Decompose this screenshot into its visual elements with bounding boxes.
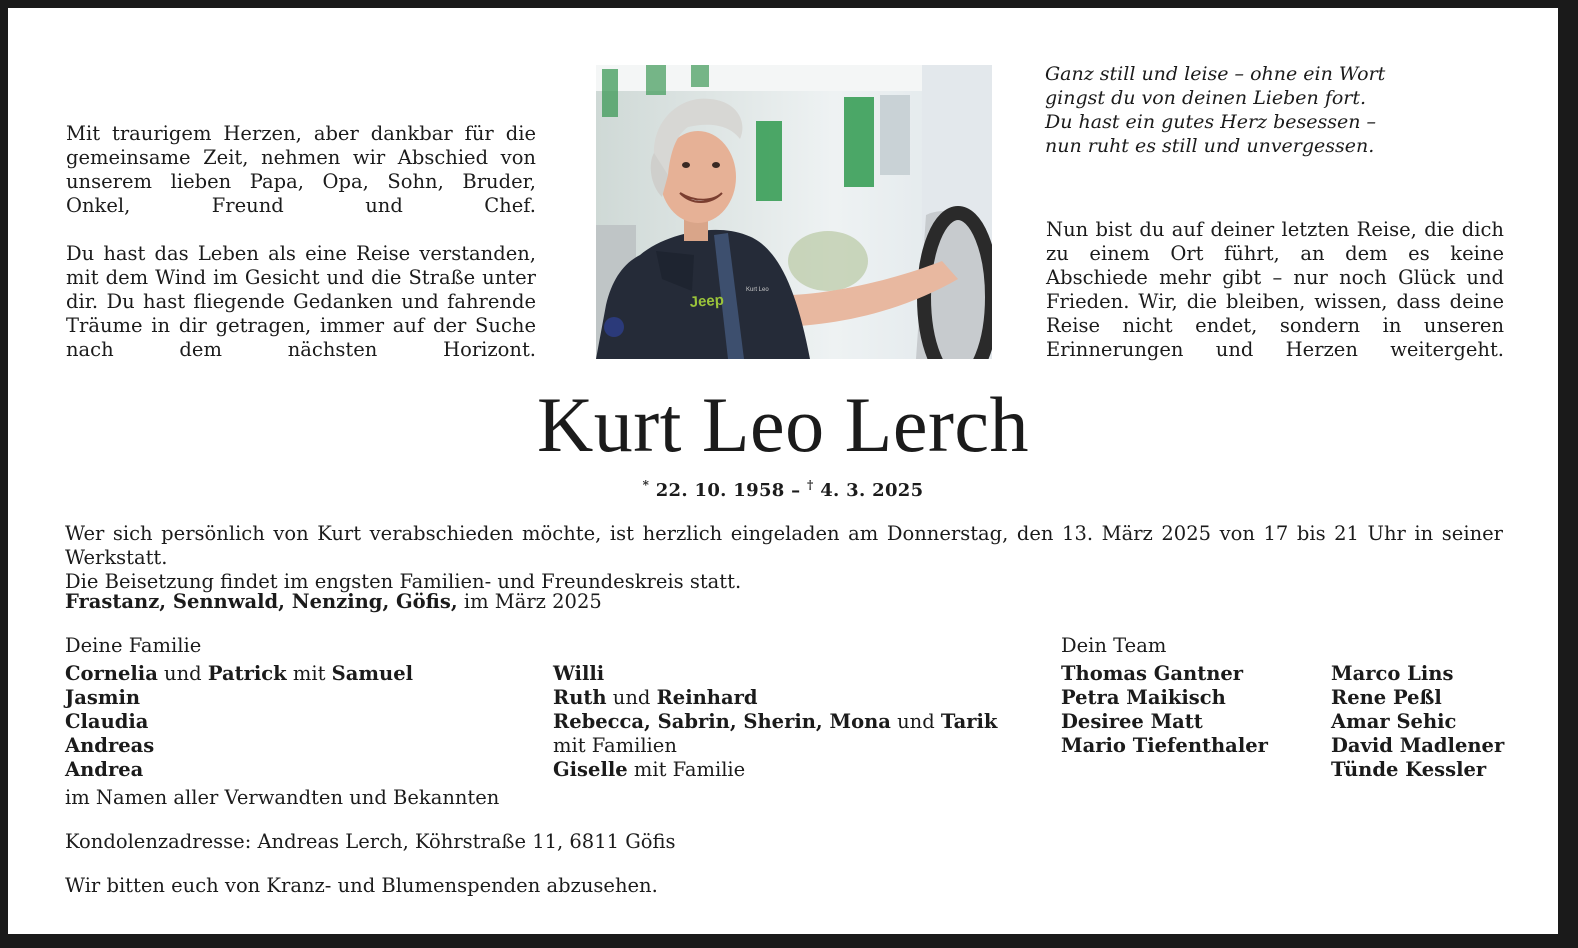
team-member: Rene Peßl (1331, 686, 1442, 709)
team-heading: Dein Team (1061, 634, 1167, 657)
family-row (65, 686, 413, 710)
family-row (553, 710, 997, 734)
journey-text (1046, 218, 1504, 362)
places-date: im März 2025 (457, 590, 602, 613)
family-row (65, 662, 413, 686)
poem-line-1: Ganz still und leise – ohne ein Wort (1045, 63, 1386, 85)
team-member: David Madlener (1331, 734, 1505, 757)
poem (1045, 62, 1485, 158)
family-name: Andreas (65, 734, 155, 757)
deceased-name: Kurt Leo Lerch (536, 381, 1030, 468)
family-name: Andrea (65, 758, 144, 781)
family-name: Giselle (553, 758, 628, 781)
family-row (553, 662, 997, 686)
connector: mit Familien (553, 734, 677, 757)
places-line (65, 590, 602, 614)
team-member: Thomas Gantner (1061, 662, 1244, 685)
visitation-line-2: Die Beisetzung findet im engsten Familien- und Freundeskreis statt. (65, 570, 742, 593)
death-mark: † (807, 478, 814, 492)
poem-line-2: gingst du von deinen Lieben fort. (1045, 87, 1367, 109)
places-towns: Frastanz, Sennwald, Nenzing, Göfis, (65, 590, 458, 613)
family-row (553, 758, 997, 782)
team-member: Mario Tiefenthaler (1061, 734, 1268, 757)
team-member: Desiree Matt (1061, 710, 1203, 733)
family-name: Willi (553, 662, 605, 685)
family-list-1 (65, 662, 413, 782)
family-name: Reinhard (656, 686, 758, 709)
visitation-line-1: Wer sich persönlich von Kurt verabschieden möchte, ist herzlich eingeladen am Donnerstag, den 13. März 2025 von 17 bis 21 Uhr in seiner Werkstatt. (65, 522, 1503, 569)
family-closing: im Namen aller Verwandten und Bekannten (65, 786, 500, 809)
family-name: Rebecca, Sabrin, Sherin, Mona (553, 710, 891, 733)
family-name: Claudia (65, 710, 149, 733)
birth-date: 22. 10. 1958 – (655, 480, 801, 501)
visitation-info (65, 522, 1503, 594)
poem-line-3: Du hast ein gutes Herz besessen – (1045, 111, 1377, 133)
family-row (65, 710, 413, 734)
connector: und (890, 710, 941, 733)
intro-text (66, 122, 536, 362)
connector: mit Familie (627, 758, 746, 781)
portrait-photo (596, 65, 992, 359)
obituary-notice (8, 8, 1558, 934)
death-date: 4. 3. 2025 (820, 480, 924, 501)
connector: und (606, 686, 657, 709)
team-list-2 (1331, 662, 1504, 782)
shirt-name-text: Kurt Leo (746, 287, 769, 293)
team-list-1 (1061, 662, 1268, 758)
family-row (553, 686, 997, 710)
family-name: Tarik (940, 710, 998, 733)
team-member: Petra Maikisch (1061, 686, 1226, 709)
condolence-address: Kondolenzadresse: Andreas Lerch, Köhrstraße 11, 6811 Göfis (65, 830, 676, 853)
team-member: Tünde Kessler (1331, 758, 1487, 781)
family-row (65, 758, 413, 782)
team-member: Marco Lins (1331, 662, 1454, 685)
family-name: Jasmin (65, 686, 141, 709)
flower-request: Wir bitten euch von Kranz- und Blumenspenden abzusehen. (65, 874, 658, 897)
family-name: Ruth (553, 686, 607, 709)
family-name: Cornelia (65, 662, 158, 685)
family-row (553, 734, 997, 758)
birth-mark: * (642, 478, 650, 492)
shirt-logo-text: Jeep (689, 291, 725, 311)
life-dates (8, 478, 1558, 501)
team-member: Amar Sehic (1331, 710, 1457, 733)
connector: mit (286, 662, 332, 685)
intro-paragraph-1: Mit traurigem Herzen, aber dankbar für die gemeinsame Zeit, nehmen wir Abschied von unserem lieben Papa, Opa, Sohn, Bruder, Onkel, Freund und Chef. (66, 122, 536, 217)
poem-line-4: nun ruht es still und unvergessen. (1045, 135, 1375, 157)
family-name: Samuel (331, 662, 414, 685)
family-name: Patrick (207, 662, 287, 685)
intro-paragraph-2: Du hast das Leben als eine Reise verstanden, mit dem Wind im Gesicht und die Straße unter dir. Du hast fliegende Gedanken und fahrende Träume in dir getragen, immer auf der Suche nach dem nächsten Horizont. (66, 242, 536, 361)
family-heading: Deine Familie (65, 634, 202, 657)
family-list-2 (553, 662, 997, 782)
journey-paragraph: Nun bist du auf deiner letzten Reise, die dich zu einem Ort führt, an dem es keine Abschiede mehr gibt – nur noch Glück und Frieden. Wir, die bleiben, wissen, dass deine Reise nicht endet, sondern in unseren Erinnerungen und Herzen weitergeht. (1046, 218, 1504, 361)
family-row (65, 734, 413, 758)
connector: und (157, 662, 208, 685)
